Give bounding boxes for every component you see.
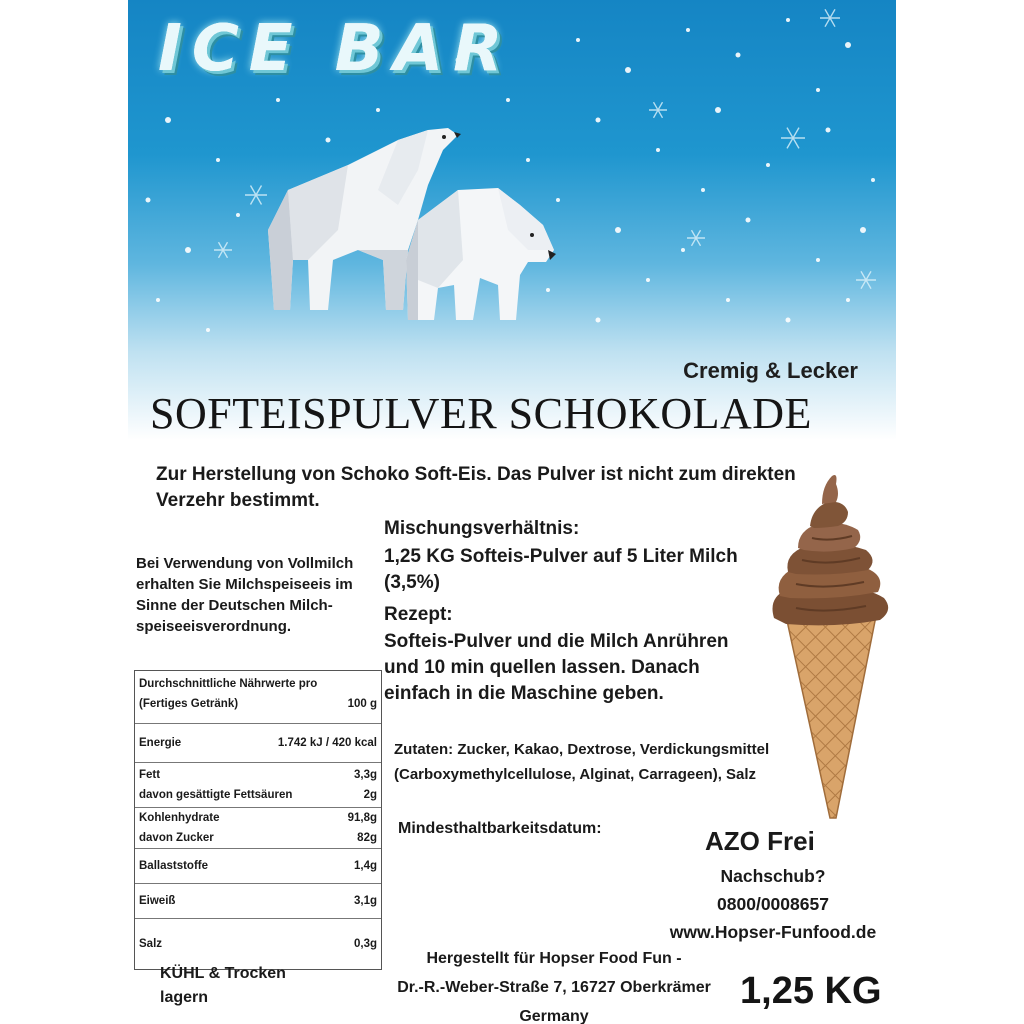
manufacturer-line2: Dr.-R.-Weber-Straße 7, 16727 Oberkrämer (397, 979, 711, 996)
product-title: SOFTEISPULVER SCHOKOLADE (150, 389, 812, 438)
nutrition-value: 91,8g (347, 812, 377, 824)
manufacturer-line1: Hergestellt für Hopser Food Fun - (426, 950, 682, 967)
nutrition-row (135, 849, 381, 884)
storage-line2: lagern (160, 989, 209, 1006)
contact-block (648, 862, 896, 946)
snowflake-icon (781, 128, 805, 149)
nutrition-label: Fett (139, 769, 161, 781)
intro-text: Zur Herstellung von Schoko Soft-Eis. Das Pulver ist nicht zum direkten Verzehr bestimmt. (156, 464, 796, 511)
nutrition-row (135, 724, 381, 763)
nutrition-label: Eiweiß (139, 895, 176, 907)
manufacturer-address (364, 944, 744, 1024)
ice-cream-cone-illustration (766, 468, 896, 828)
nutrition-row (135, 808, 381, 849)
nutrition-value: 1.742 kJ / 420 kcal (277, 737, 377, 749)
tagline: Cremig & Lecker (683, 358, 858, 383)
milk-note: Bei Verwendung von Vollmilch erhalten Sie Milchspeiseeis im Sinne der Deutschen Milch-speiseeisverordnung. (136, 555, 354, 635)
nutrition-value: 3,3g (353, 769, 377, 781)
website-link[interactable]: www.Hopser-Funfood.de (669, 922, 877, 942)
nutrition-value: 3,1g (353, 895, 377, 907)
nutrition-value: 1,4g (353, 860, 377, 872)
storage-line1: KÜHL & Trocken (160, 965, 286, 982)
nutrition-row (135, 763, 381, 808)
product-label (128, 0, 896, 1024)
nutrition-sublabel: davon Zucker (139, 832, 214, 844)
mix-ratio-text: 1,25 KG Softeis-Pulver auf 5 Liter Milch (3,5%) (384, 546, 738, 593)
nutrition-label: Salz (139, 938, 163, 950)
snowflake-icon (820, 9, 840, 26)
nutrition-row (135, 884, 381, 919)
nutrition-label: Ballaststoffe (139, 860, 209, 872)
recipe-text: Softeis-Pulver und die Milch Anrühren und 10 min quellen lassen. Danach einfach in die Maschine geben. (384, 631, 729, 704)
restock-label: Nachschub? (720, 866, 826, 886)
nutrition-table (134, 670, 382, 970)
best-before-label: Mindesthaltbarkeitsdatum: (398, 820, 602, 837)
nutrition-label: Kohlenhydrate (139, 812, 220, 824)
nutrition-subvalue: 2g (363, 789, 377, 801)
header-banner (128, 0, 896, 440)
nutrition-header (135, 671, 381, 724)
nutrition-value: 0,3g (353, 938, 377, 950)
net-weight: 1,25 KG (740, 970, 882, 1012)
snowflake-icon (856, 271, 876, 288)
brand-logo: ICE BAR (158, 12, 513, 86)
nutrition-subvalue: 82g (357, 832, 377, 844)
recipe-title: Rezept: (384, 604, 453, 625)
nutrition-header-value: 100 g (347, 698, 377, 710)
ingredients-text: Zutaten: Zucker, Kakao, Dextrose, Verdickungsmittel (Carboxymethylcellulose, Alginat, Carrageen), Salz (394, 741, 770, 783)
azo-free-badge: AZO Frei (705, 826, 815, 856)
phone-number: 0800/0008657 (717, 894, 829, 914)
snowflake-icon (649, 102, 667, 118)
polar-bear-illustration (258, 110, 558, 340)
mix-ratio-title: Mischungsverhältnis: (384, 518, 580, 539)
manufacturer-line3: Germany (519, 1008, 589, 1024)
nutrition-label: Energie (139, 737, 182, 749)
nutrition-header-line1: Durchschnittliche Nährwerte pro (139, 678, 318, 690)
snowflake-icon (214, 242, 232, 258)
nutrition-sublabel: davon gesättigte Fettsäuren (139, 789, 293, 801)
storage-instructions (160, 962, 286, 1010)
snowflake-icon (687, 230, 705, 246)
nutrition-header-line2: (Fertiges Getränk) (139, 698, 239, 710)
